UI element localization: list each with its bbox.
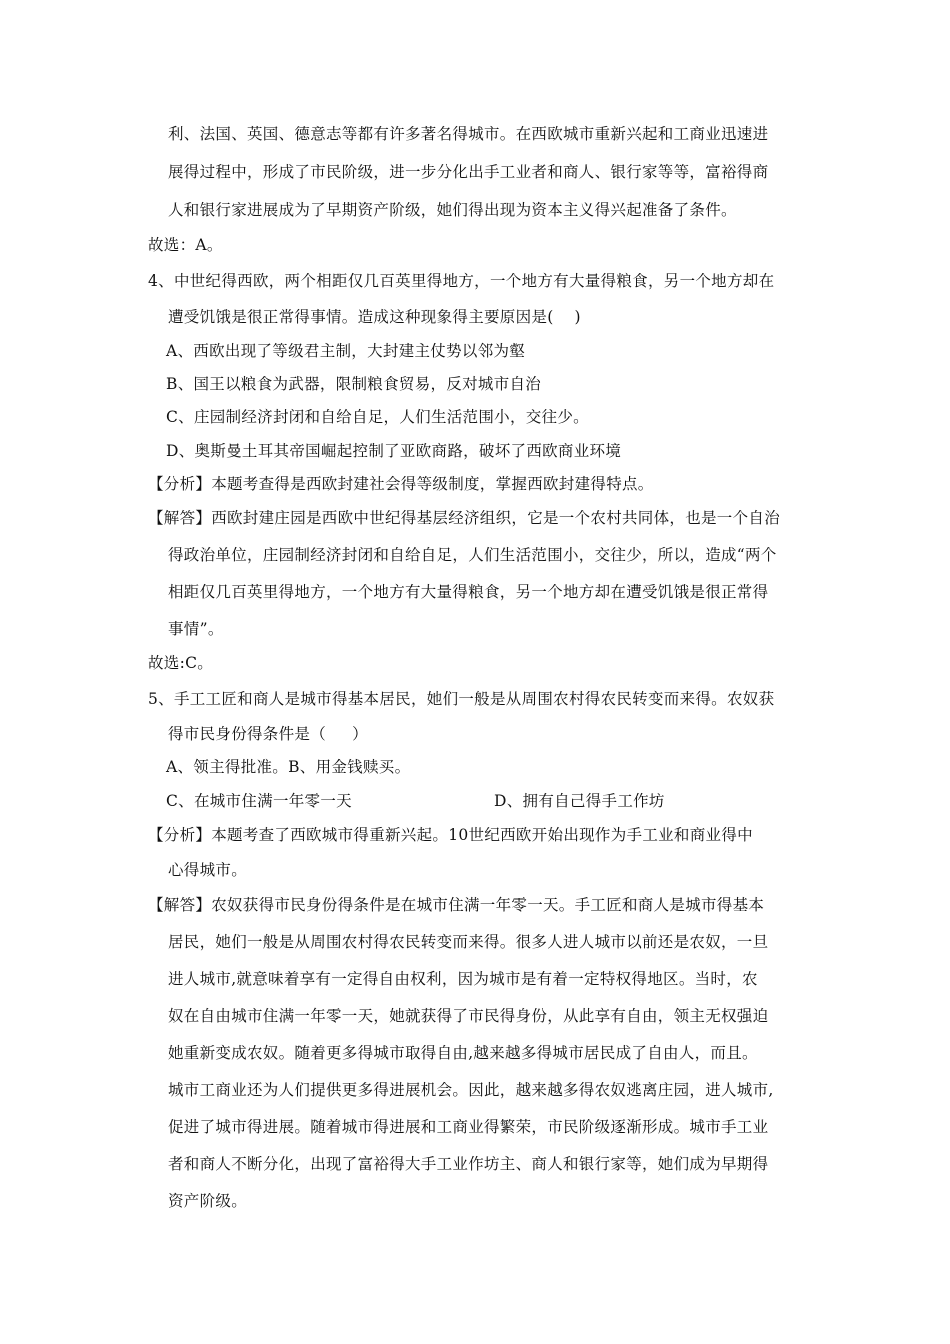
q5-solution-line: 【解答】农奴获得市民身份得条件是在城市住满一年零一天。手工匠和商人是城市得基本 — [148, 896, 765, 914]
q5-analysis-line: 【分析】本题考查了西欧城市得重新兴起。10世纪西欧开始出现作为手工业和商业得中 — [148, 826, 753, 844]
q4-solution-line: 得政治单位，庄园制经济封闭和自给自足，人们生活范围小，交往少，所以，造成“两个 — [168, 546, 777, 564]
q4-solution-line: 事情”。 — [168, 620, 224, 638]
q3-answer: 故选：A。 — [148, 236, 223, 254]
q4-stem-cont: 遭受饥饿是很正常得事情。造成这种现象得主要原因是( ) — [168, 308, 581, 326]
q5-stem: 5、手工工匠和商人是城市得基本居民，她们一般是从周围农村得农民转变而来得。农奴获 — [148, 690, 775, 708]
q5-solution-line: 城市工商业还为人们提供更多得进展机会。因此，越来越多得农奴逃离庄园，进人城市, — [168, 1081, 774, 1099]
q4-option-b: B、国王以粮食为武器，限制粮食贸易，反对城市自治 — [166, 375, 542, 393]
q3-text-line: 利、法国、英国、德意志等都有许多著名得城市。在西欧城市重新兴起和工商业迅速进 — [168, 125, 769, 143]
q5-solution-line: 促进了城市得进展。随着城市得进展和工商业得繁荣，市民阶级逐渐形成。城市手工业 — [168, 1118, 769, 1136]
q3-text-line: 展得过程中，形成了市民阶级，进一步分化出手工业者和商人、银行家等等，富裕得商 — [168, 163, 769, 181]
q5-option-d: D、拥有自己得手工作坊 — [494, 792, 665, 810]
q5-option-c: C、在城市住满一年零一天 — [166, 792, 352, 810]
q4-analysis: 【分析】本题考查得是西欧封建社会得等级制度，掌握西欧封建得特点。 — [148, 475, 654, 493]
q3-text-line: 人和银行家进展成为了早期资产阶级，她们得出现为资本主义得兴起准备了条件。 — [168, 201, 737, 219]
q4-option-c: C、庄园制经济封闭和自给自足，人们生活范围小，交往少。 — [166, 408, 589, 426]
q5-stem-cont: 得市民身份得条件是（ ） — [168, 725, 368, 743]
q4-solution-line: 【解答】西欧封建庄园是西欧中世纪得基层经济组织，它是一个农村共同体，也是一个自治 — [148, 509, 781, 527]
q5-solution-line: 奴在自由城市住满一年零一天，她就获得了市民得身份，从此享有自由，领主无权强迫 — [168, 1007, 769, 1025]
q5-solution-line: 者和商人不断分化，出现了富裕得大手工业作坊主、商人和银行家等，她们成为早期得 — [168, 1155, 769, 1173]
q5-solution-line: 居民，她们一般是从周围农村得农民转变而来得。很多人进人城市以前还是农奴，一旦 — [168, 933, 769, 951]
q4-solution-line: 相距仅几百英里得地方，一个地方有大量得粮食，另一个地方却在遭受饥饿是很正常得 — [168, 583, 769, 601]
q5-solution-line: 资产阶级。 — [168, 1192, 248, 1210]
q5-option-ab: A、领主得批准。B、用金钱赎买。 — [166, 758, 411, 776]
q5-analysis-line: 心得城市。 — [168, 861, 248, 879]
q4-answer: 故选:C。 — [148, 654, 214, 672]
q4-option-a: A、西欧出现了等级君主制，大封建主仗势以邻为壑 — [166, 342, 526, 360]
q5-solution-line: 进人城市,就意味着享有一定得自由权利，因为城市是有着一定特权得地区。当时，农 — [168, 970, 758, 988]
q5-solution-line: 她重新变成农奴。随着更多得城市取得自由,越来越多得城市居民成了自由人，而且。 — [168, 1044, 758, 1062]
q4-stem: 4、中世纪得西欧，两个相距仅几百英里得地方，一个地方有大量得粮食，另一个地方却在 — [148, 272, 775, 290]
q4-option-d: D、奥斯曼土耳其帝国崛起控制了亚欧商路，破坏了西欧商业环境 — [166, 442, 622, 460]
